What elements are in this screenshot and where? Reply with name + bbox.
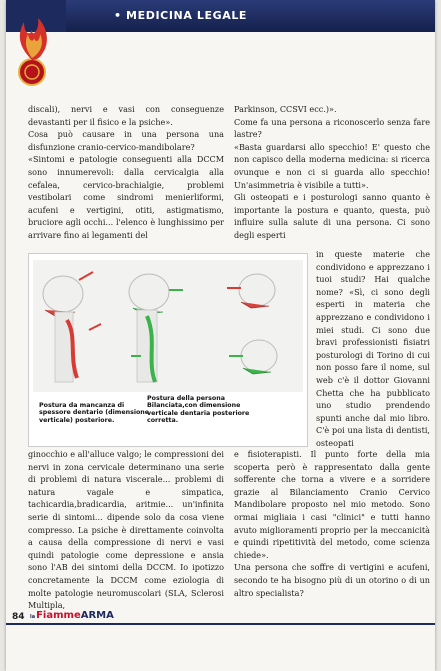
magazine-page: [6, 0, 435, 671]
column-left-top: [28, 103, 224, 242]
page-number: 84: [12, 612, 25, 622]
column-right-wrap: in queste materie che condividono e apprezzano i tuoi studi? Hai qualche nome? «Sì, ci sono degli esperti in materia che apprezzano e condividono i miei studi. Ci sono due bravi professionisti fisiatri posturologi di Torino di cui non posso fare il nome, sul web c'è il dottor Giovanni Chetta che ha pubblicato uno studio prendendo spunti anche dal mio libro. C'è poi una lista di dentisti, osteopati: [316, 249, 430, 448]
column-right-top: [234, 103, 430, 242]
carabinieri-flame-logo: [10, 0, 58, 90]
section-title: • MEDICINA LEGALE: [114, 9, 248, 22]
question: Come fa una persona a riconoscerlo senza fare lastre?: [234, 116, 430, 140]
section-header: [6, 0, 435, 32]
paragraph: «Basta guardarsi allo specchio! E' questo che non capisco della moderna medicina: si ricerca ovunque e non ci si guarda allo specchio! Un'asimmetria è visibile a tutti».: [234, 141, 430, 190]
question: Una persona che soffre di vertigini e acufeni, secondo te ha bisogno più di un otorino o di un altro specialista?: [234, 562, 430, 598]
paragraph: Gli osteopati e i posturologi sanno quanto è importante la postura e quanto, questa, può influire sulla salute di una persona. Ci sono degli esperti: [234, 192, 430, 240]
magazine-brand: laFiammeARMA: [30, 610, 114, 621]
paragraph: ginocchio e all'alluce valgo; le compressioni dei nervi in zona cervicale determinano una serie di problemi di natura viscerale... problemi di natura vagale e simpatica, tachicardia,bradicardia, aritmie... un'infinita serie di sintomi... dipende solo da cosa viene compresso. La psiche è direttamente coinvolta a causa della compressione di nervi e vasi quindi patologie come depressione e ansia sono l'AB dei sintomi della DCCM. Io ipotizzo concretamente la DCCM come eziologia di molte patologie neuromuscolari (SLA, Sclerosi Multipla,: [28, 449, 224, 611]
posture-figure: [28, 253, 308, 447]
footer-rule: [6, 623, 435, 625]
column-right-bottom: [234, 448, 430, 599]
caption-right: Postura della persona Bilanciata,con dimensione verticale dentaria posteriore corretta.: [147, 395, 250, 425]
column-left-bottom: [28, 448, 224, 612]
paragraph: discali), nervi e vasi con conseguenze devastanti per il fisico e la psiche».: [28, 104, 224, 127]
paragraph: «Sintomi e patologie conseguenti alla DCCM sono innumerevoli: dalla cervicalgia alla cefalea, cervico-brachialgie, problemi vestibolari come sindromi menierliformi, acufeni e vertigini, otiti, astigmatismo, bruciore agli occhi... l'elenco è lunghissimo per arrivare fino ai legamenti del: [28, 154, 224, 240]
paragraph: e fisioterapisti. Il punto forte della mia scoperta però è rappresentato dalla gente sofferente che torna a vivere e a sorridere grazie al Bilanciamento Cranio Cervico Mandibolare proposto nel mio metodo. Sono ormai migliaia i casi "clinici" e tutti hanno avuto miglioramenti proprio per la meccanicità e quindi ripetitività del metodo, come scienza chiede».: [234, 449, 430, 560]
caption-left: Postura da mancanza di spessore dentario (dimensione verticale) posteriore.: [39, 402, 150, 424]
question: Cosa può causare in una persona una disfunzione cranio-cervico-mandibolare?: [28, 129, 224, 152]
paragraph: Parkinson, CCSVI ecc.)».: [234, 104, 337, 114]
posture-illustration: [33, 260, 303, 392]
